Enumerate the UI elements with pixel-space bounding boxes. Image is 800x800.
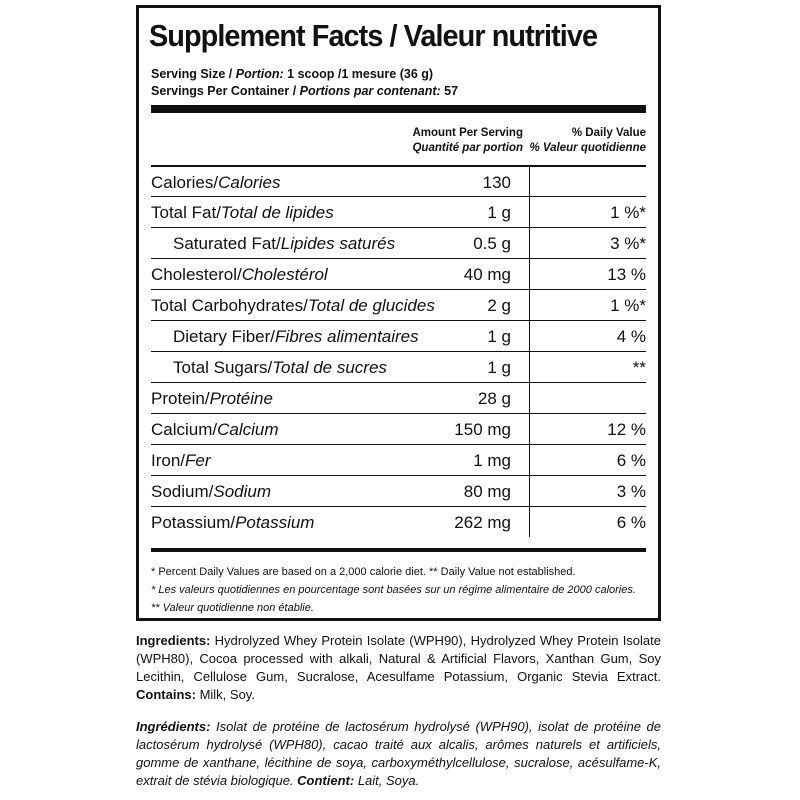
nutrient-row — [151, 320, 646, 351]
serving-info — [151, 66, 458, 100]
nutrient-label: Protein/Protéine — [151, 389, 273, 408]
nutrient-amount: 0.5 g — [473, 234, 511, 253]
nutrient-amount: 1 g — [487, 358, 511, 377]
amount-column-header: Amount Per Serving Quantité par portion — [412, 127, 523, 154]
nutrient-daily-value: 3 % — [616, 482, 646, 501]
bottom-divider — [151, 548, 646, 552]
nutrient-amount: 150 mg — [454, 420, 511, 439]
nutrient-daily-value: 6 % — [616, 451, 646, 470]
nutrient-label: Sodium/Sodium — [151, 482, 272, 501]
nutrient-daily-value: 6 % — [616, 513, 646, 532]
nutrient-label: Total Sugars/Total de sucres — [173, 358, 387, 377]
nutrient-table — [151, 165, 646, 537]
nutrient-row — [151, 351, 646, 382]
nutrient-daily-value: 1 %* — [610, 203, 646, 222]
footnote-fr-1: * Les valeurs quotidiennes en pourcentage sont basées sur un régime alimentaire de 2000 calories. — [151, 584, 636, 596]
nutrient-amount: 1 g — [487, 327, 511, 346]
supplement-facts-panel — [136, 5, 661, 621]
nutrient-daily-value: 4 % — [616, 327, 646, 346]
footnotes — [151, 563, 636, 617]
nutrient-label: Total Fat/Total de lipides — [151, 203, 334, 222]
nutrient-label: Potassium/Potassium — [151, 513, 315, 532]
nutrient-row — [151, 413, 646, 444]
nutrient-daily-value: 12 % — [607, 420, 646, 439]
nutrient-label: Iron/Fer — [151, 451, 211, 470]
ingredients-en: Ingredients: Hydrolyzed Whey Protein Isolate (WPH90), Hydrolyzed Whey Protein Isolate (WPH80), Cocoa processed with alkali, Natural & Artificial Flavors, Xanthan Gum, Soy Lecithin, Cellulose Gum, Sucralose, Acesulfame Potassium, Organic Stevia Extract. Contains: Milk, Soy. — [136, 633, 661, 702]
nutrient-amount: 130 — [482, 173, 511, 192]
nutrient-label: Dietary Fiber/Fibres alimentaires — [173, 327, 419, 346]
nutrient-row — [151, 475, 646, 506]
nutrient-label: Saturated Fat/Lipides saturés — [173, 234, 396, 253]
nutrient-row — [151, 165, 646, 196]
nutrient-amount: 28 g — [477, 389, 511, 408]
ingredients-fr: Ingrédients: Isolat de protéine de lactosérum hydrolysé (WPH90), isolat de protéine de lactosérum hydrolysé (WPH80), cacao traité aux alcalis, arômes naturels et artificiels, gomme de xanthane, lécithine de soya, carboxyméthylcellulose, sucralose, acésulfame-K, extrait de stévia biologique. Contient: Lait, Soya. — [136, 719, 661, 788]
nutrient-daily-value: 1 %* — [610, 296, 646, 315]
nutrient-amount: 80 mg — [463, 482, 511, 501]
nutrient-label: Total Carbohydrates/Total de glucides — [151, 296, 435, 315]
serving-size: Serving Size / Portion: 1 scoop /1 mesure (36 g) — [151, 67, 434, 81]
nutrient-amount: 2 g — [487, 296, 511, 315]
nutrient-row — [151, 506, 646, 537]
nutrient-daily-value: 3 %* — [610, 234, 646, 253]
panel-title: Supplement Facts / Valeur nutritive — [149, 18, 598, 53]
footnote-en: * Percent Daily Values are based on a 2,000 calorie diet. ** Daily Value not established. — [151, 566, 576, 578]
nutrient-amount: 1 g — [487, 203, 511, 222]
servings-per-container: Servings Per Container / Portions par contenant: 57 — [151, 84, 459, 98]
footnote-fr-2: ** Valeur quotidienne non établie. — [151, 602, 314, 614]
nutrient-row — [151, 444, 646, 475]
nutrient-amount: 40 mg — [463, 265, 511, 284]
nutrient-amount: 1 mg — [473, 451, 511, 470]
nutrient-row — [151, 289, 646, 320]
nutrient-row — [151, 258, 646, 289]
nutrient-row — [151, 227, 646, 258]
nutrient-row — [151, 196, 646, 227]
nutrient-label: Calories/Calories — [151, 173, 281, 192]
daily-value-column-header: % Daily Value % Valeur quotidienne — [529, 127, 646, 154]
thick-divider — [151, 105, 646, 113]
nutrient-daily-value: ** — [632, 358, 646, 377]
nutrient-label: Cholesterol/Cholestérol — [151, 265, 328, 284]
nutrient-amount: 262 mg — [454, 513, 511, 532]
nutrient-row — [151, 382, 646, 413]
nutrient-daily-value: 13 % — [607, 265, 646, 284]
nutrient-label: Calcium/Calcium — [151, 420, 279, 439]
